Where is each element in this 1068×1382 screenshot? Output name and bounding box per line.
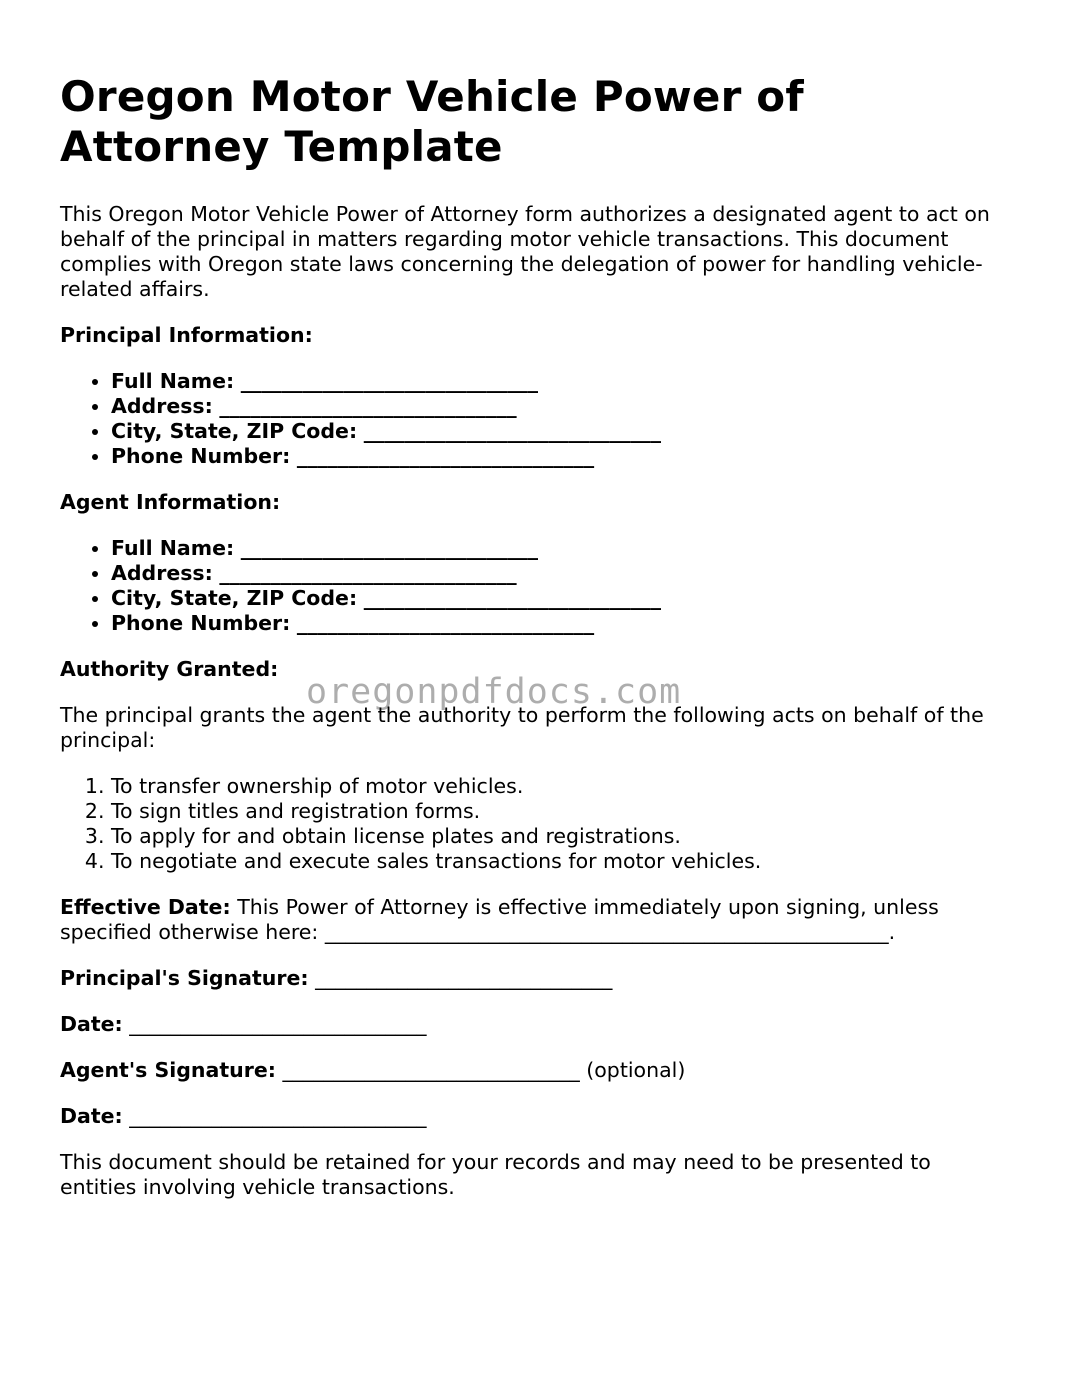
agent-fields-list [60, 536, 1010, 636]
list-item: 2. To sign titles and registration forms. [111, 799, 1010, 824]
date-label: Date: [60, 1104, 123, 1128]
field-label: Address: [111, 561, 213, 585]
document-page [60, 72, 1010, 1221]
field-label: Phone Number: [111, 444, 291, 468]
agent-date-line [60, 1104, 1010, 1129]
fill-blank: _____________________________ [129, 1104, 427, 1128]
date-label: Date: [60, 1012, 123, 1036]
field-label: City, State, ZIP Code: [111, 419, 358, 443]
effective-date-label: Effective Date: [60, 895, 231, 919]
optional-note: (optional) [586, 1058, 686, 1082]
fill-blank: _______________________________________________________. [324, 920, 896, 944]
list-item: 3. To apply for and obtain license plates and registrations. [111, 824, 1010, 849]
field-label: Full Name: [111, 369, 235, 393]
field-label: Phone Number: [111, 611, 291, 635]
list-item: 4. To negotiate and execute sales transactions for motor vehicles. [111, 849, 1010, 874]
agent-signature-label: Agent's Signature: [60, 1058, 276, 1082]
principal-address-field [111, 394, 1010, 419]
authority-list [60, 774, 1010, 874]
list-item: 1. To transfer ownership of motor vehicles. [111, 774, 1010, 799]
agent-heading: Agent Information: [60, 490, 281, 514]
effective-date-paragraph [60, 895, 1010, 945]
authority-heading: Authority Granted: [60, 657, 279, 681]
principal-city-state-zip-field [111, 419, 1010, 444]
field-label: Address: [111, 394, 213, 418]
agent-address-field [111, 561, 1010, 586]
agent-phone-field [111, 611, 1010, 636]
fill-blank: _____________________________ [296, 444, 595, 468]
closing-paragraph: This document should be retained for your records and may need to be presented to entities involving vehicle transactions. [60, 1150, 931, 1199]
fill-blank: _____________________________ [129, 1012, 427, 1036]
agent-full-name-field [111, 536, 1010, 561]
effective-date-text: This Power of Attorney is effective immediately upon signing, unless specified otherwise here: [60, 895, 939, 944]
fill-blank: _____________________________ [296, 611, 595, 635]
fill-blank: _____________________________ [240, 369, 539, 393]
principal-fields-list [60, 369, 1010, 469]
fill-blank: _____________________________ [240, 536, 539, 560]
agent-city-state-zip-field [111, 586, 1010, 611]
principal-phone-field [111, 444, 1010, 469]
principal-signature-line [60, 966, 1010, 991]
field-label: Full Name: [111, 536, 235, 560]
agent-signature-line [60, 1058, 1010, 1083]
authority-paragraph: The principal grants the agent the authority to perform the following acts on behalf of the principal: [60, 703, 984, 752]
fill-blank: _____________________________ [282, 1058, 580, 1082]
fill-blank: _____________________________ [363, 419, 661, 443]
fill-blank: _____________________________ [363, 586, 661, 610]
fill-blank: _____________________________ [315, 966, 613, 990]
page-title: Oregon Motor Vehicle Power of Attorney Template [60, 72, 804, 171]
intro-paragraph: This Oregon Motor Vehicle Power of Attorney form authorizes a designated agent to act on behalf of the principal in matters regarding motor vehicle transactions. This document complies with Oregon state laws concerning the delegation of power for handling vehicle-related affairs. [60, 202, 990, 301]
watermark: oregonpdfdocs.com [306, 672, 682, 712]
principal-heading: Principal Information: [60, 323, 313, 347]
field-label: City, State, ZIP Code: [111, 586, 358, 610]
principal-date-line [60, 1012, 1010, 1037]
principal-full-name-field [111, 369, 1010, 394]
principal-signature-label: Principal's Signature: [60, 966, 309, 990]
fill-blank: _____________________________ [219, 561, 517, 585]
fill-blank: _____________________________ [219, 394, 517, 418]
